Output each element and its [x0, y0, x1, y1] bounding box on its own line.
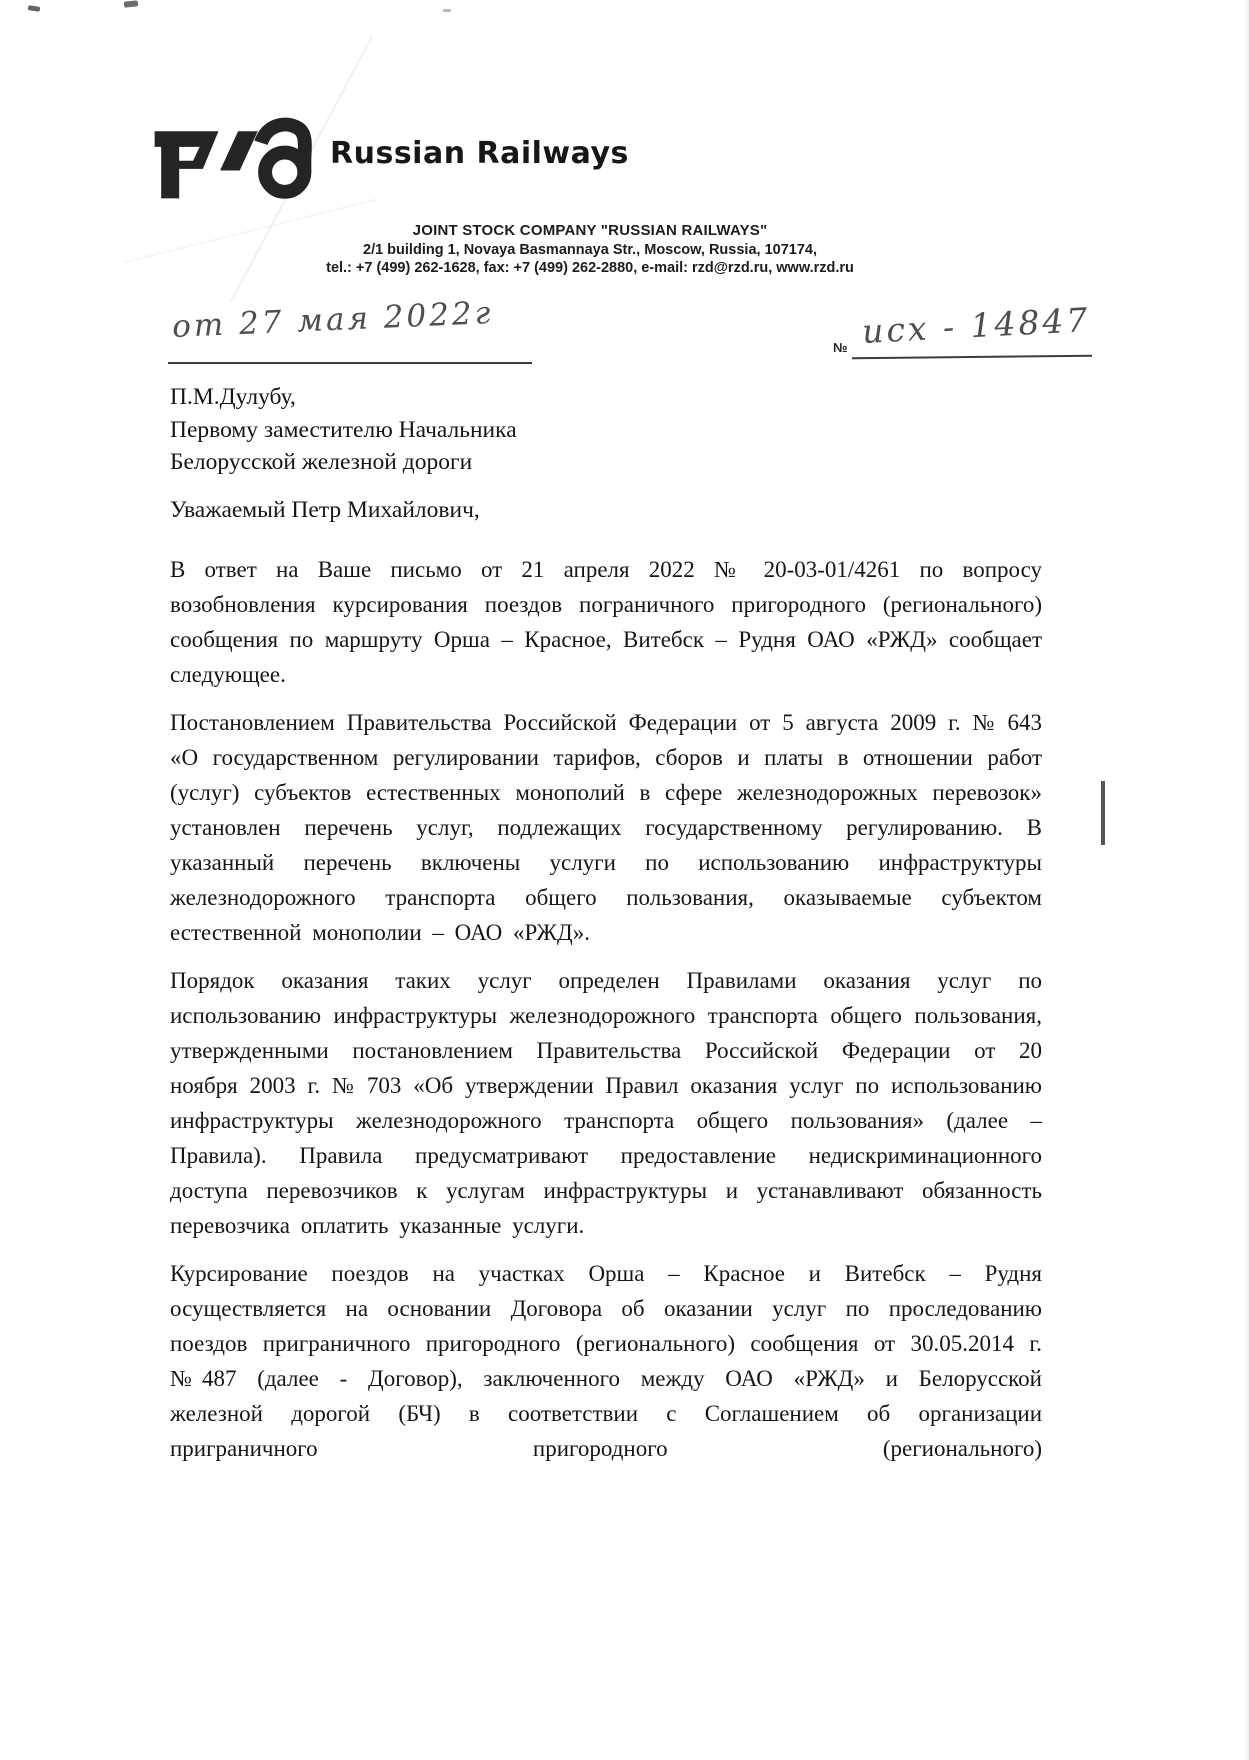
paragraph-2: Постановлением Правительства Российской Федерации от 5 августа 2009 г. № 643 «О государственном регулировании тарифов, сборов и платы в отношении работ (услуг) субъектов естественных монополий в сфере железнодорожных перевозок» установлен перечень услуг, подлежащих государственному регулированию. В указанный перечень включены услуги по использованию инфраструктуры железнодорожного транспорта общего пользования, оказываемые субъектом естественной монополии – ОАО «РЖД».: [170, 710, 1042, 945]
company-contacts: tel.: +7 (499) 262-1628, fax: +7 (499) 262-2880, e-mail: rzd@rzd.ru, www.rzd.ru: [326, 260, 854, 276]
handwritten-number: исх - 14847: [861, 300, 1092, 351]
recipient-name: П.М.Дулубу,: [170, 384, 296, 410]
handwritten-date: от 27 мая 2022г: [171, 295, 494, 345]
letterhead: [0, 222, 1180, 276]
scan-edge-shadow: [1243, 0, 1249, 1760]
company-address: 2/1 building 1, Novaya Basmannaya Str., Moscow, Russia, 107174,: [363, 242, 817, 258]
recipient-title: Первому заместителю Начальника: [170, 416, 517, 443]
salutation: Уважаемый Петр Михайлович,: [170, 497, 480, 523]
company-name: JOINT STOCK COMPANY "RUSSIAN RAILWAYS": [412, 222, 768, 239]
scan-speck: [28, 5, 41, 12]
recipient-organization: Белорусской железной дороги: [170, 449, 473, 475]
letter-body: [170, 552, 1042, 1479]
paragraph-3: Порядок оказания таких услуг определен Правилами оказания услуг по использованию инфраструктуры железнодорожного транспорта общего пользования, утвержденными постановлением Правительства Российской Федерации от 20 ноября 2003 г. № 703 «Об утверждении Правил оказания услуг по использованию инфраструктуры железнодорожного транспорта общего пользования» (далее – Правила). Правила предусматривают предоставление недискриминационного доступа перевозчиков к услугам инфраструктуры и устанавливают обязанность перевозчика оплатить указанные услуги.: [170, 968, 1042, 1238]
paragraph-4: Курсирование поездов на участках Орша – Красное и Витебск – Рудня осуществляется на основании Договора об оказании услуг по проследованию поездов приграничного пригородного (регионального) сообщения от 30.05.2014 г. №487 (далее - Договор), заключенного между ОАО «РЖД» и Белорусской железной дорогой (БЧ) в соответствии с Соглашением об организации приграничного пригородного (регионального): [170, 1261, 1042, 1461]
scan-artifact-bar: [1101, 781, 1105, 845]
rzd-logo-icon: [148, 110, 320, 205]
scan-speck: [443, 9, 451, 12]
rzd-logo-wordmark: Russian Railways: [330, 136, 629, 171]
recipient-block: [170, 381, 517, 479]
scan-speck: [124, 0, 139, 7]
paragraph-1: В ответ на Ваше письмо от 21 апреля 2022 № 20-03-01/4261 по вопросу возобновления курсирования поездов пограничного пригородного (регионального) сообщения по маршруту Орша – Красное, Витебск – Рудня ОАО «РЖД» сообщает следующее.: [170, 557, 1042, 687]
date-underline: [168, 362, 532, 364]
number-underline: [852, 355, 1092, 360]
number-label: №: [833, 340, 848, 355]
